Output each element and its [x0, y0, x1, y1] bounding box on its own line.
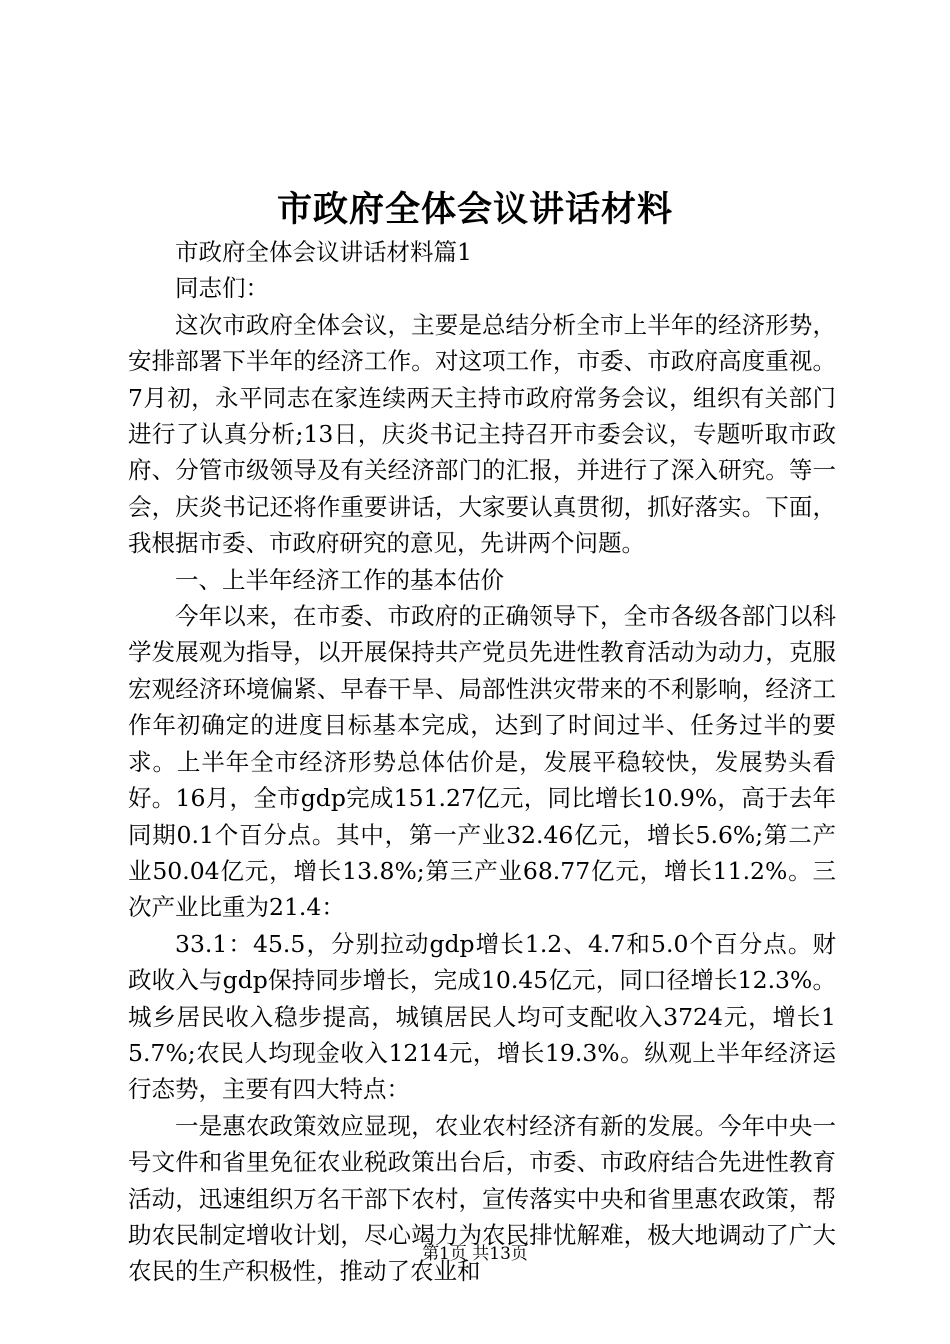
paragraph-salutation: 同志们：	[175, 274, 269, 303]
page-number-footer: 第1页 共13页	[422, 1244, 528, 1264]
paragraph: 今年以来，在市委、市政府的正确领导下，全市各级各部门以科学发展观为指导，以开展保持共产党员先进性教育活动为动力，克服宏观经济环境偏紧、早春干旱、局部性洪灾带来的不利影响，经济工作年初确定的进度目标基本完成，达到了时间过半、任务过半的要求。上半年全市经济形势总体估价是，发展平稳较快，发展势头看好。16月，全市gdp完成151.27亿元，同比增长10.9%，高于去年同期0.1个百分点。其中，第一产业32.46亿元，增长5.6%;第二产业50.04亿元，增长13.8%;第三产业68.77亿元，增长11.2%。三次产业比重为21.4：	[128, 602, 836, 922]
section-heading: 一、上半年经济工作的基本估价	[175, 565, 504, 594]
paragraph-subtitle: 市政府全体会议讲话材料篇1	[175, 238, 472, 266]
paragraph: 这次市政府全体会议，主要是总结分析全市上半年的经济形势，安排部署下半年的经济工作。对这项工作，市委、市政府高度重视。7月初，永平同志在家连续两天主持市政府常务会议，组织有关部门进行了认真分析;13日，庆炎书记主持召开市委会议，专题听取市政府、分管市级领导及有关经济部门的汇报，并进行了深入研究。等一会，庆炎书记还将作重要讲话，大家要认真贯彻，抓好落实。下面，我根据市委、市政府研究的意见，先讲两个问题。	[128, 310, 836, 558]
document-title: 市政府全体会议讲话材料	[276, 189, 673, 230]
paragraph: 33.1：45.5，分别拉动gdp增长1.2、4.7和5.0个百分点。财政收入与gdp保持同步增长，完成10.45亿元，同口径增长12.3%。城乡居民收入稳步提高，城镇居民人均可支配收入3724元，增长15.7%;农民人均现金收入1214元，增长19.3%。纵观上半年经济运行态势，主要有四大特点：	[128, 929, 836, 1104]
paragraph: 一是惠农政策效应显现，农业农村经济有新的发展。今年中央一号文件和省里免征农业税政策出台后，市委、市政府结合先进性教育活动，迅速组织万名干部下农村，宣传落实中央和省里惠农政策，帮助农民制定增收计划，尽心竭力为农民排忧解难，极大地调动了广大农民的生产积极性，推动了农业和	[128, 1111, 836, 1286]
document-body	[128, 234, 836, 1290]
